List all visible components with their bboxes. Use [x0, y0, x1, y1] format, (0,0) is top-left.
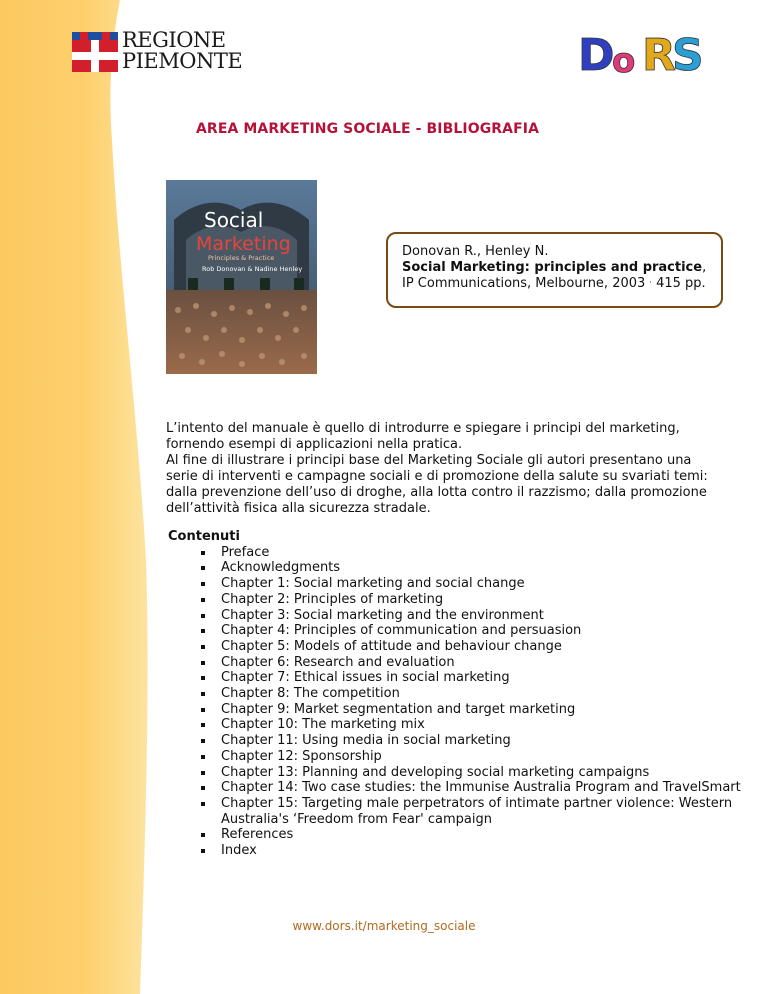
contents-item-label: Chapter 10: The marketing mix — [221, 717, 425, 733]
citation-authors: Donovan R., Henley N. — [402, 244, 549, 259]
citation-publisher: IP Communications, Melbourne, 2003 — [402, 276, 646, 291]
intro-text — [166, 421, 726, 517]
contents-title: Contenuti — [168, 529, 240, 544]
bullet-icon — [201, 708, 205, 712]
piemonte-flag-icon — [72, 32, 118, 72]
bullet-icon — [201, 614, 205, 618]
regione-piemonte-wordmark — [122, 30, 242, 72]
dors-logo-letter: D — [578, 30, 615, 76]
dors-logo — [578, 26, 704, 76]
contents-item-label: Chapter 2: Principles of marketing — [221, 591, 444, 607]
footer-link[interactable]: www.dors.it/marketing_sociale — [292, 919, 476, 933]
cover-authors: Rob Donovan & Nadine Henley — [202, 265, 303, 273]
citation-separator: · — [649, 278, 652, 287]
contents-list-item — [168, 843, 748, 859]
contents-item-label: Chapter 5: Models of attitude and behaviour change — [221, 638, 562, 654]
contents-section — [168, 529, 748, 859]
bullet-icon — [201, 739, 205, 743]
citation-pages: 415 pp. — [656, 276, 706, 291]
contents-item-label: Chapter 12: Sponsorship — [221, 748, 382, 764]
contents-item-label: Preface — [221, 544, 270, 560]
contents-list-item — [168, 639, 748, 655]
contents-list-item — [168, 608, 748, 624]
bullet-icon — [201, 582, 205, 586]
contents-list-item — [168, 780, 748, 796]
contents-list-item — [168, 545, 748, 561]
contents-list-item — [168, 592, 748, 608]
bullet-icon — [201, 676, 205, 680]
contents-item-label: Chapter 13: Planning and developing social marketing campaigns — [221, 764, 650, 780]
dors-logo-letter: R — [642, 30, 676, 76]
contents-item-label: Chapter 9: Market segmentation and target marketing — [221, 701, 576, 717]
bullet-icon — [201, 771, 205, 775]
book-cover-image — [166, 180, 317, 374]
contents-list-item — [168, 749, 748, 765]
dors-logo-letter: S — [672, 30, 704, 76]
page-heading: AREA MARKETING SOCIALE - BIBLIOGRAFIA — [196, 121, 540, 137]
contents-list — [168, 545, 748, 859]
contents-list-item — [168, 717, 748, 733]
bullet-icon — [201, 755, 205, 759]
contents-list-item — [168, 796, 748, 827]
bullet-icon — [201, 692, 205, 696]
bullet-icon — [201, 849, 205, 853]
citation-title-line — [402, 260, 706, 275]
contents-item-label: Acknowledgments — [221, 560, 341, 576]
intro-paragraph-2: Al fine di illustrare i principi base del Marketing Sociale gli autori presentano una serie di interventi e campagne sociali e di promozione della salute su svariati temi: dalla prevenzione dell’uso di droghe, alla lotta contro il razzismo; dalla promozione dell’attività fisica alla sicurezza stradale. — [166, 453, 708, 516]
logo-line-2: PIEMONTE — [122, 49, 243, 73]
contents-list-item — [168, 827, 748, 843]
bullet-icon — [201, 551, 205, 555]
cover-title-2: Marketing — [196, 233, 291, 255]
contents-item-label: Chapter 11: Using media in social marketing — [221, 733, 511, 749]
cover-title-1: Social — [204, 208, 264, 232]
bullet-icon — [201, 661, 205, 665]
contents-list-item — [168, 576, 748, 592]
citation-title-suffix: , — [702, 260, 707, 275]
contents-list-item — [168, 670, 748, 686]
contents-list-item — [168, 686, 748, 702]
contents-item-label: Chapter 4: Principles of communication and persuasion — [221, 623, 582, 639]
bullet-icon — [201, 598, 205, 602]
bullet-icon — [201, 786, 205, 790]
citation-title: Social Marketing: principles and practice — [402, 260, 703, 275]
dors-logo-letter: o — [612, 41, 636, 76]
bullet-icon — [201, 802, 205, 806]
contents-item-label: Chapter 14: Two case studies: the Immunise Australia Program and TravelSmart — [221, 780, 741, 796]
contents-list-item — [168, 765, 748, 781]
contents-item-label: Chapter 6: Research and evaluation — [221, 654, 455, 670]
contents-item-label: Chapter 15: Targeting male perpetrators of intimate partner violence: Western Australia's ‘Freedom from Fear' campaign — [221, 795, 733, 827]
intro-paragraph-1: L’intento del manuale è quello di introdurre e spiegare i principi del marketing, fornendo esempi di applicazioni nella pratica. — [166, 421, 680, 452]
bullet-icon — [201, 629, 205, 633]
footer — [0, 919, 768, 933]
contents-item-label: Chapter 3: Social marketing and the environment — [221, 607, 544, 623]
logo-line-1: REGIONE — [122, 28, 226, 52]
contents-item-label: Chapter 8: The competition — [221, 686, 400, 702]
cover-subtitle: Principles & Practice — [208, 254, 275, 262]
contents-list-item — [168, 560, 748, 576]
side-color-band — [0, 0, 150, 994]
bullet-icon — [201, 645, 205, 649]
bullet-icon — [201, 566, 205, 570]
citation-box — [386, 232, 723, 308]
contents-list-item — [168, 655, 748, 671]
bullet-icon — [201, 723, 205, 727]
contents-item-label: Index — [221, 843, 257, 859]
contents-list-item — [168, 623, 748, 639]
contents-list-item — [168, 733, 748, 749]
citation-publisher-line — [402, 276, 706, 291]
regione-piemonte-logo — [72, 28, 243, 74]
contents-item-label: Chapter 1: Social marketing and social change — [221, 576, 525, 592]
contents-item-label: References — [221, 827, 294, 843]
contents-list-item — [168, 702, 748, 718]
contents-item-label: Chapter 7: Ethical issues in social marketing — [221, 670, 510, 686]
bullet-icon — [201, 833, 205, 837]
